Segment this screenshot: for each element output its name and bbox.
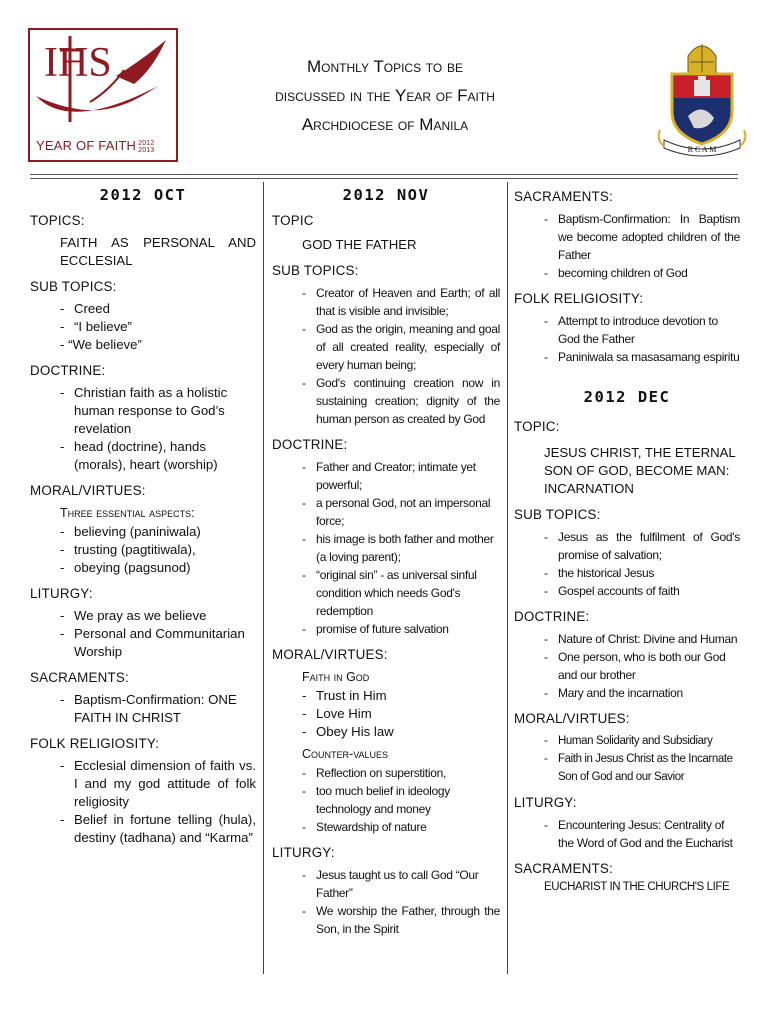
doctrine-list	[272, 458, 500, 638]
month-heading-dec: 2012 DEC	[583, 388, 671, 406]
folk-religiosity-list	[30, 757, 256, 847]
list-item: - Trust in Him	[272, 687, 500, 705]
folk-religiosity-list	[514, 312, 740, 366]
faith-in-god-list	[272, 687, 500, 741]
list-item: - One person, who is both our God and our brother	[514, 648, 740, 684]
doctrine-heading: DOCTRINE:	[514, 609, 590, 624]
liturgy-heading: LITURGY:	[30, 586, 93, 601]
list-item: - Jesus taught us to call God “Our Father”	[272, 866, 500, 902]
list-item: - his image is both father and mother (a loving parent);	[272, 530, 500, 566]
column-divider-2	[507, 182, 508, 974]
list-item: - Baptism-Confirmation: ONE FAITH IN CHRIST	[30, 691, 256, 727]
list-item: - “We believe”	[60, 337, 142, 352]
header-divider-bottom	[30, 178, 738, 179]
list-item: - Reflection on superstition,	[272, 764, 500, 782]
list-item: - too much belief in ideology technology and money	[272, 782, 500, 818]
list-item: - promise of future salvation	[272, 620, 500, 638]
moral-heading: MORAL/VIRTUES:	[272, 647, 388, 662]
folk-religiosity-heading: FOLK RELIGIOSITY:	[30, 736, 160, 751]
title-line-2: discussed in the Year of Faith	[275, 86, 495, 105]
list-item: - Stewardship of nature	[272, 818, 500, 836]
page-header	[0, 0, 768, 172]
list-item: - Attempt to introduce devotion to God the Father	[514, 312, 740, 348]
list-item: - obeying (pagsunod)	[30, 559, 256, 577]
list-item: - We worship the Father, through the Son, in the Spirit	[272, 902, 500, 938]
list-item: - Personal and Communitarian Worship	[30, 625, 256, 661]
doctrine-heading: DOCTRINE:	[272, 437, 348, 452]
list-item: - Ecclesial dimension of faith vs. I and my god attitude of folk religiosity	[30, 757, 256, 811]
year-of-faith-logo	[28, 28, 178, 162]
subtopics-heading: SUB TOPICS:	[514, 507, 601, 522]
list-item: - Human Solidarity and Subsidiary	[514, 732, 740, 750]
liturgy-heading: LITURGY:	[514, 795, 577, 810]
liturgy-list	[30, 607, 256, 661]
list-item: - Gospel accounts of faith	[514, 582, 740, 600]
monogram-text: IHS	[44, 40, 112, 86]
list-item: - Faith in Jesus Christ as the Incarnate Son of God and our Savior	[514, 750, 740, 786]
folk-religiosity-heading: FOLK RELIGIOSITY:	[514, 291, 644, 306]
sacraments-list	[514, 210, 740, 282]
logo-caption	[36, 138, 155, 154]
list-item: - a personal God, not an impersonal force;	[272, 494, 500, 530]
list-item: - Mary and the incarnation	[514, 684, 740, 702]
list-item: - “original sin” - as universal sinful condition which needs God's redemption	[272, 566, 500, 620]
list-item: - “I believe”	[30, 318, 256, 336]
logo-text: YEAR OF FAITH	[36, 138, 137, 154]
list-item: - Jesus as the fulfilment of God's promise of salvation;	[514, 528, 740, 564]
column-divider-1	[263, 182, 264, 974]
topic-heading: TOPIC	[272, 213, 314, 228]
list-item: - Creator of Heaven and Earth; of all that is visible and invisible;	[272, 284, 500, 320]
column-november	[272, 182, 500, 938]
moral-list	[514, 732, 740, 786]
moral-heading: MORAL/VIRTUES:	[514, 711, 630, 726]
sacraments-heading: SACRAMENTS:	[514, 189, 613, 204]
subtopics-heading: SUB TOPICS:	[30, 279, 117, 294]
column-nov-dec	[514, 182, 740, 896]
list-item: - God's continuing creation now in sustaining creation; dignity of the human person as created by God	[272, 374, 500, 428]
list-item: - trusting (pagtitiwala),	[30, 541, 256, 559]
title-line-3: Archdiocese of Manila	[301, 115, 469, 134]
sacraments-heading-2: SACRAMENTS:	[514, 861, 613, 876]
list-item: - Nature of Christ: Divine and Human	[514, 630, 740, 648]
list-item: - the historical Jesus	[514, 564, 740, 582]
month-heading-oct: 2012 OCT	[99, 186, 187, 204]
topics-heading: TOPICS:	[30, 213, 85, 228]
logo-year-1: 2012	[138, 140, 155, 147]
archdiocese-crest-icon	[654, 34, 750, 158]
logo-years	[138, 140, 154, 154]
month-heading-nov: 2012 NOV	[342, 186, 430, 204]
boat-cross-emblem-icon	[30, 30, 176, 134]
crest-letters: R C A M	[687, 145, 717, 154]
faith-in-god-subheading: Faith in God	[302, 670, 370, 684]
list-item-text: “We believe”	[68, 337, 142, 352]
list-item: - We pray as we believe	[30, 607, 256, 625]
list-item: - Paniniwala sa masasamang espiritu	[514, 348, 740, 366]
sacraments-text: EUCHARIST IN THE CHURCH'S LIFE	[544, 881, 730, 893]
subtopics-list-extra	[30, 336, 256, 354]
logo-year-2: 2013	[138, 147, 155, 154]
liturgy-list	[272, 866, 500, 938]
list-item: - Belief in fortune telling (hula), destiny (tadhana) and “Karma”	[30, 811, 256, 847]
subtopics-list	[514, 528, 740, 600]
moral-subheading: Three essential aspects:	[60, 506, 195, 520]
liturgy-heading: LITURGY:	[272, 845, 335, 860]
list-item: - Father and Creator; intimate yet powerful;	[272, 458, 500, 494]
list-item: - Creed	[30, 300, 256, 318]
list-item: - head (doctrine), hands (morals), heart (worship)	[30, 438, 256, 474]
topic-heading: TOPIC:	[514, 419, 560, 434]
list-item: - Obey His law	[272, 723, 500, 741]
moral-heading: MORAL/VIRTUES:	[30, 483, 146, 498]
list-item: - God as the origin, meaning and goal of all created reality, especially of every human being;	[272, 320, 500, 374]
list-item: - Baptism-Confirmation: In Baptism we become adopted children of the Father	[514, 210, 740, 264]
topic-text: GOD THE FATHER	[302, 237, 417, 252]
topic-text: JESUS CHRIST, THE ETERNAL SON OF GOD, BECOME MAN: INCARNATION	[544, 445, 736, 496]
liturgy-list	[514, 816, 740, 852]
doctrine-heading: DOCTRINE:	[30, 363, 106, 378]
subtopics-list	[272, 284, 500, 428]
list-item: - Love Him	[272, 705, 500, 723]
column-october	[30, 182, 256, 847]
list-item: - Christian faith as a holistic human response to God’s revelation	[30, 384, 256, 438]
doctrine-list	[514, 630, 740, 702]
counter-values-list	[272, 764, 500, 836]
subtopics-heading: SUB TOPICS:	[272, 263, 359, 278]
title-line-1: Monthly Topics to be	[307, 57, 463, 76]
list-item: - becoming children of God	[514, 264, 740, 282]
page-title	[200, 52, 570, 139]
sacraments-heading: SACRAMENTS:	[30, 670, 129, 685]
counter-values-subheading: Counter-values	[302, 747, 389, 761]
subtopics-list	[30, 300, 256, 336]
list-item: - believing (paniniwala)	[30, 523, 256, 541]
doctrine-list	[30, 384, 256, 474]
sacraments-list	[30, 691, 256, 727]
moral-list	[30, 523, 256, 577]
topics-text: FAITH AS PERSONAL AND ECCLESIAL	[60, 235, 256, 268]
list-item: - Encountering Jesus: Centrality of the Word of God and the Eucharist	[514, 816, 740, 852]
header-divider-top	[30, 174, 738, 175]
